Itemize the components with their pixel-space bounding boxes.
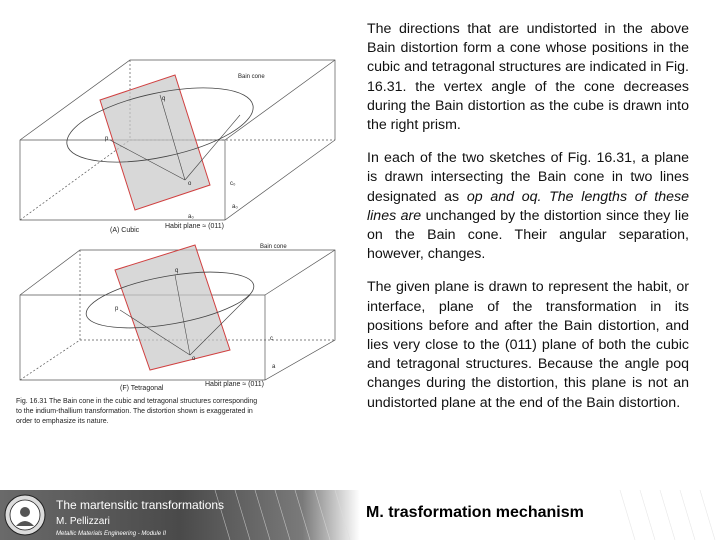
paragraph-2-italic: op and oq. The lengths of these lines are [367, 188, 689, 224]
footer-title: The martensitic transformations [56, 498, 225, 512]
body-text [367, 20, 689, 427]
vertex-label: a [272, 364, 276, 370]
vertex-label: a₀ [232, 204, 238, 210]
paragraph-2-text: In each of the two sketches of Fig. 16.31, a plane is drawn intersecting the Bain cone in two lines designated as [367, 150, 689, 205]
bain-cone-label-b: Bain cone [260, 244, 287, 250]
bain-cone-label-a: Bain cone [238, 74, 265, 80]
habit-plane-label-b: Habit plane ≈ (011) [205, 381, 264, 388]
figure-caption-line: order to emphasize its nature. [16, 418, 109, 425]
vertex-label: o [192, 356, 196, 362]
slide-label: M. trasformation mechanism [366, 504, 584, 521]
habit-plane-label-a: Habit plane ≈ (011) [165, 223, 224, 230]
paragraph-1: The directions that are undistorted in the above Bain distortion form a cone whose positions in the cubic and tetragonal structures are indicated in Fig. 16.31. the vertex angle of the cone decreases during the Bain distortion as the cube is drawn into the right prism. [367, 21, 689, 134]
paragraph-3: The given plane is drawn to represent the habit, or interface, plane of the transformation in its positions before and after the Bain distortion, and lies very close to the (011) plane of both the cubic and tetragonal structures. Because the angle poq changes during the distortion, this plane is not an undistorted plane at the end of the Bain distortion. [367, 279, 689, 411]
vertex-label: a₀ [188, 214, 194, 220]
paragraph-2 [367, 149, 689, 264]
vertex-label: p [115, 306, 119, 312]
slide-footer [0, 490, 720, 540]
cubic-label: (A) Cubic [110, 227, 140, 234]
vertex-label: c [270, 336, 273, 342]
vertex-label: c₀ [230, 181, 236, 187]
bain-cone-figure [10, 20, 360, 440]
habit-plane-cubic [100, 75, 210, 210]
vertex-label: q [175, 268, 179, 274]
figure-caption-line: Fig. 16.31 The Bain cone in the cubic and tetragonal structures corresponding [16, 398, 258, 405]
vertex-label: p [105, 136, 109, 142]
paragraph-2-text-end: unchanged by the distortion since they lie on the Bain cone. Their angular separation, however, changes. [367, 207, 689, 263]
vertex-label: q [162, 96, 166, 102]
tetragonal-label: (F) Tetragonal [120, 385, 164, 392]
habit-plane-tetragonal [115, 245, 230, 370]
footer-course: Metallic Materials Engineering - Module II [56, 531, 167, 537]
figure-caption-line: to the indium-thallium transformation. The distortion shown is exaggerated in [16, 408, 253, 415]
vertex-label: o [188, 181, 192, 187]
university-seal-icon [4, 494, 46, 536]
footer-author: M. Pellizzari [56, 516, 110, 527]
